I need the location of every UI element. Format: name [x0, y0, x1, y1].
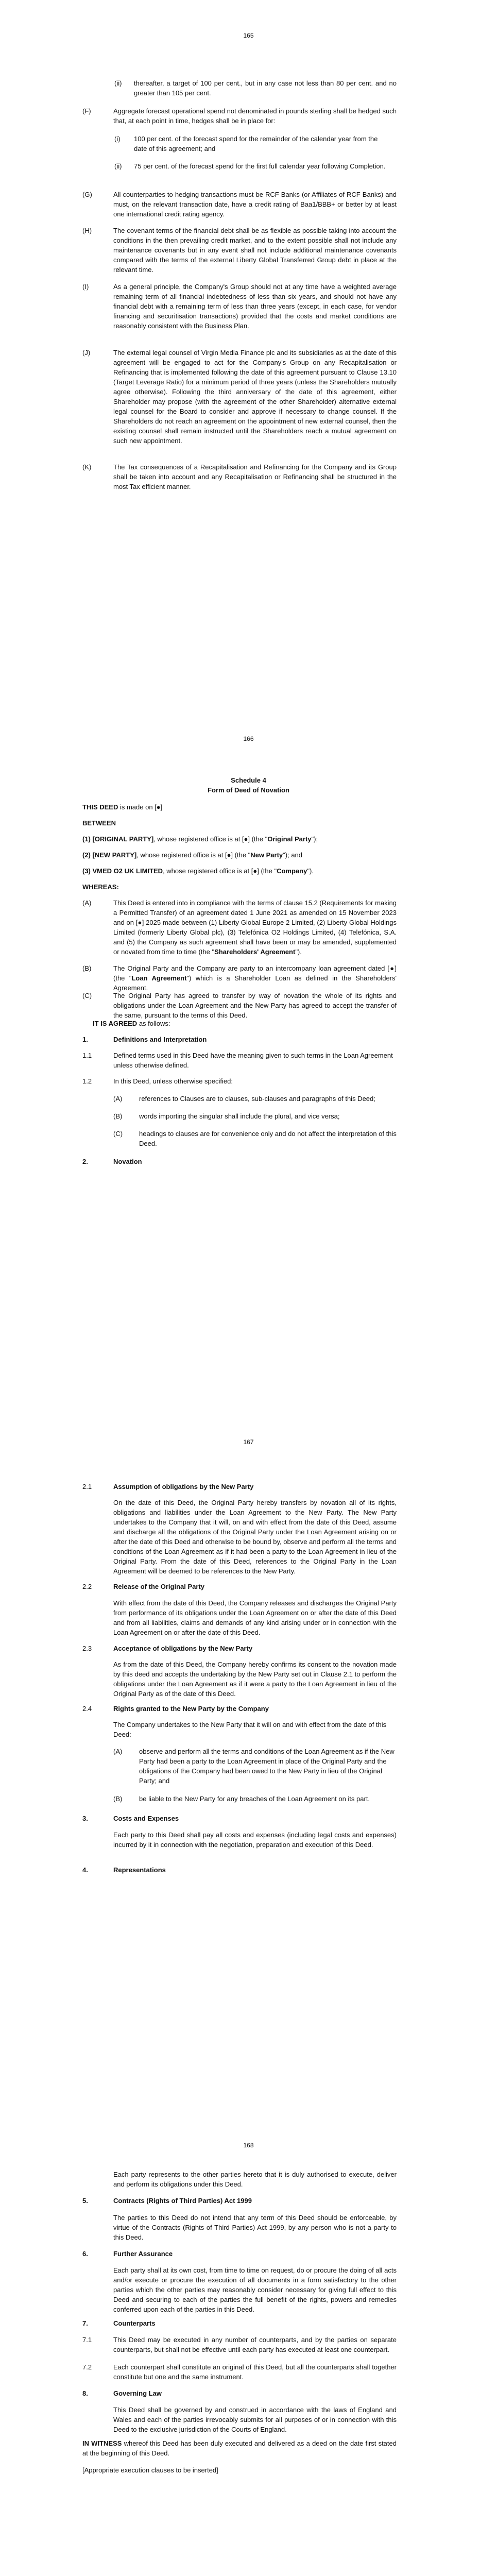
section-title: Contracts (Rights of Third Parties) Act 1999 — [113, 2197, 252, 2205]
item-label: (H) — [82, 227, 92, 234]
party-3: (3) VMED O2 UK LIMITED, whose registered office is at [●] (the "Company"). — [82, 867, 314, 875]
section-title: Costs and Expenses — [113, 1815, 179, 1822]
recital-label: (A) — [82, 899, 92, 907]
page-167 — [0, 1406, 497, 2110]
section-number: 7. — [82, 2319, 88, 2327]
clause-text: Defined terms used in this Deed have the meaning given to such terms in the Loan Agreement unless otherwise defined. — [113, 1052, 393, 1069]
section-title: Novation — [113, 1158, 142, 1165]
between-heading: BETWEEN — [82, 819, 116, 827]
item-text: The covenant terms of the financial debt shall be as flexible as possible taking into account the conditions in the then prevailing credit market, and to the extent possible shall not include any maintenance covenants but in any event shall not include additional maintenance covenants compared with the terms of the external Liberty Global Transferred Group debt in place at the relevant time. — [113, 227, 397, 274]
clause-text: In this Deed, unless otherwise specified: — [113, 1077, 233, 1085]
party-2: (2) [NEW PARTY], whose registered office is at [●] (the "New Party"); and — [82, 851, 303, 859]
clause-title: Assumption of obligations by the New Party — [113, 1483, 254, 1490]
section-number: 5. — [82, 2197, 88, 2205]
section-body: The parties to this Deed do not intend that any term of this Deed should be enforceable, by virtue of the Contracts (Rights of Third Parties) Act 1999, by any person who is not a party to this Deed. — [113, 2214, 397, 2241]
party-1: (1) [ORIGINAL PARTY], whose registered office is at [●] (the "Original Party"); — [82, 835, 318, 843]
item-text: words importing the singular shall include the plural, and vice versa; — [139, 1112, 340, 1120]
clause-number: 1.2 — [82, 1077, 92, 1085]
item-text: Aggregate forecast operational spend not denominated in pounds sterling shall be hedged such that, at each point in time, hedges shall be in place for: — [113, 107, 397, 125]
item-label: (B) — [113, 1112, 123, 1120]
recital-label: (C) — [82, 992, 92, 999]
page-165 — [0, 0, 497, 703]
section-number: 8. — [82, 2389, 88, 2397]
item-text: All counterparties to hedging transactions must be RCF Banks (or Affiliates of RCF Banks) and must, on the relevant transaction date, have a credit rating of Baa1/BBB+ or better by at least one international credit rating agency. — [113, 191, 397, 218]
item-text: The external legal counsel of Virgin Media Finance plc and its subsidiaries as at the date of this agreement will be engaged to act for the Company's Group on any Recapitalisation or Refinancing that is implemented following the date of this agreement pursuant to Clause 13.10 (Target Leverage Ratio) for a minimum period of three years (unless the Shareholders mutually agree otherwise). Following the third anniversary of the date of this agreement, either Shareholder may propose (with the agreement of the other Shareholder) alternative external legal counsel for the Board to consider and approve if necessary to change counsel. If the Shareholders do not reach an agreement on the appointment of new external counsel, then the existing counsel shall remain instructed until the Shareholders reach a mutual agreement on such new appointment. — [113, 349, 397, 445]
clause-body: With effect from the date of this Deed, the Company releases and discharges the Original Party from performance of its obligations under the Loan Agreement on or after the date of this Deed and from all liabilities, claims and demands of any kind arising under or in connection with the Loan Agreement on or after the date of this Deed. — [113, 1599, 397, 1636]
clause-title: Rights granted to the New Party by the Company — [113, 1705, 269, 1713]
section-body: Each party represents to the other parties hereto that it is duly authorised to execute, deliver and perform its obligations under this Deed. — [113, 2171, 397, 2188]
item-text: As a general principle, the Company's Group should not at any time have a weighted average remaining term of all financial indebtedness of less than six years, and should not have any financial debt with a remaining term of less than three years (except, in each case, for vendor financing and securitisation transactions) provided that the costs and market conditions are reasonably consistent with the Business Plan. — [113, 283, 397, 330]
section-title: Further Assurance — [113, 2250, 173, 2258]
form-title: Form of Deed of Novation — [208, 786, 289, 794]
item-text: be liable to the New Party for any breaches of the Loan Agreement on its part. — [139, 1795, 370, 1803]
item-text: headings to clauses are for convenience only and do not affect the interpretation of this Deed. — [139, 1130, 397, 1147]
section-body: This Deed shall be governed by and construed in accordance with the laws of England and Wales and each of the parties irrevocably submits for all purposes of or in connection with this Deed to the exclusive jurisdiction of the Courts of England. — [113, 2406, 397, 2433]
page-168 — [0, 2110, 497, 2576]
item-label: (K) — [82, 463, 92, 471]
schedule-title: Schedule 4 — [231, 776, 266, 784]
item-label: (A) — [113, 1748, 123, 1755]
clause-number: 2.1 — [82, 1483, 92, 1490]
item-text: The Tax consequences of a Recapitalisation and Refinancing for the Company and its Group shall be taken into account and any Recapitalisation or Refinancing shall be structured in the most Tax efficient manner. — [113, 463, 397, 490]
clause-number: 2.3 — [82, 1645, 92, 1652]
recital-label: (B) — [82, 964, 92, 972]
section-title: Representations — [113, 1866, 166, 1874]
item-text: references to Clauses are to clauses, sub-clauses and paragraphs of this Deed; — [139, 1095, 375, 1103]
section-body: Each party to this Deed shall pay all costs and expenses (including legal costs and expenses) incurred by it in connection with the negotiation, preparation and execution of this Deed. — [113, 1831, 397, 1849]
clause-title: Release of the Original Party — [113, 1583, 205, 1590]
clause-number: 1.1 — [82, 1052, 92, 1059]
section-number: 1. — [82, 1036, 88, 1043]
clause-number: 2.4 — [82, 1705, 92, 1713]
section-number: 6. — [82, 2250, 88, 2258]
item-label: (B) — [113, 1795, 123, 1803]
section-number: 4. — [82, 1866, 88, 1874]
item-label: (i) — [114, 135, 121, 143]
item-label: (ii) — [114, 79, 122, 87]
agreed-line: IT IS AGREED as follows: — [93, 1020, 170, 1027]
clause-title: Acceptance of obligations by the New Party — [113, 1645, 253, 1652]
page-number: 168 — [243, 2142, 254, 2149]
page-number: 167 — [243, 1438, 254, 1446]
item-text: thereafter, a target of 100 per cent., but in any case not less than 80 per cent. and no greater than 105 per cent. — [134, 79, 397, 97]
item-text: 100 per cent. of the forecast spend for the remainder of the calendar year from the date of this agreement; and — [134, 135, 378, 152]
section-title: Definitions and Interpretation — [113, 1036, 207, 1043]
recital-a: This Deed is entered into in compliance with the terms of clause 15.2 (Requirements for making a Permitted Transfer) of an agreement dated 1 June 2021 as amended on 15 November 2023 and on [●] 2025 made between (1) Liberty Global Europe 2 Limited, (2) Liberty Global Holdings Limited (formerly Liberty Global plc), (3) Telefónica O2 Holdings Limited, (4) Telefónica, S.A. and (5) the Company as such agreement shall have been or may be amended, supplemented or novated from time to time (the "Shareholders' Agreement"). — [113, 899, 397, 956]
clause-text: Each counterpart shall constitute an original of this Deed, but all the counterparts shall together constitute but one and the same instrument. — [113, 2363, 397, 2381]
item-text: 75 per cent. of the forecast spend for the first full calendar year following Completion. — [134, 162, 386, 170]
clause-text: This Deed may be executed in any number of counterparts, and by the parties on separate counterparts, but shall not be effective until each party has executed at least one counterpart. — [113, 2336, 397, 2353]
clause-body: On the date of this Deed, the Original Party hereby transfers by novation all of its rights, obligations and liabilities under the Loan Agreement to the New Party. The New Party undertakes to the Company that it will, on and with effect from the date of this Deed, assume and discharge all the obligations of the Original Party under the Loan Agreement arising on or after the date of this Deed and otherwise to be bound by, observe and perform all the terms and conditions of the Loan Agreement as if it had been a party to the Loan Agreement in lieu of the Original Party. From the date of this Deed, references to the Original Party in the Loan Agreement will be deemed to be references to the New Party. — [113, 1499, 397, 1575]
clause-body: As from the date of this Deed, the Company hereby confirms its consent to the novation made by this deed and accepts the undertaking by the New Party set out in Clause 2.1 to perform the obligations under the Loan Agreement as if it were a party to the Loan Agreement in lieu of the Original Party as of the date of this Deed. — [113, 1660, 397, 1698]
section-title: Counterparts — [113, 2319, 156, 2327]
recital-b: The Original Party and the Company are party to an intercompany loan agreement dated [●] (the "Loan Agreement") which is a Shareholder Loan as defined in the Shareholders' Agreement. — [113, 964, 397, 992]
clause-number: 7.2 — [82, 2363, 92, 2371]
section-body: Each party shall at its own cost, from time to time on request, do or procure the doing of all acts and/or execute or procure the execution of all documents in a form satisfactory to the other parties which the other parties may reasonably consider necessary for giving full effect to this Deed and securing to each of the parties the full benefit of the rights, powers and remedies conferred upon each of the parties in this Deed. — [113, 2266, 397, 2313]
item-label: (G) — [82, 191, 92, 198]
item-label: (J) — [82, 349, 91, 357]
recital-c: The Original Party has agreed to transfer by way of novation the whole of its rights and obligations under the Loan Agreement and the New Party has agreed to accept the transfer of the same, pursuant to the terms of this Deed. — [113, 992, 397, 1019]
section-title: Governing Law — [113, 2389, 162, 2397]
in-witness: IN WITNESS whereof this Deed has been duly executed and delivered as a deed on the date first stated at the beginning of this Deed. — [82, 2439, 397, 2457]
whereas-heading: WHEREAS: — [82, 883, 119, 891]
page-166 — [0, 703, 497, 1406]
execution-note: [Appropriate execution clauses to be inserted] — [82, 2466, 218, 2474]
item-text: observe and perform all the terms and conditions of the Loan Agreement as if the New Party had been a party to the Loan Agreement in place of the Original Party and the obligations of the Company had been owed to the New Party in lieu of the Original Party; and — [139, 1748, 395, 1785]
item-label: (F) — [82, 107, 91, 115]
item-label: (A) — [113, 1095, 123, 1103]
clause-body: The Company undertakes to the New Party that it will on and with effect from the date of this Deed: — [113, 1721, 387, 1738]
clause-number: 7.1 — [82, 2336, 92, 2344]
item-label: (I) — [82, 283, 89, 291]
item-label: (C) — [113, 1130, 123, 1138]
clause-number: 2.2 — [82, 1583, 92, 1590]
page-number: 165 — [243, 32, 254, 39]
section-number: 2. — [82, 1158, 88, 1165]
section-number: 3. — [82, 1815, 88, 1822]
page-number: 166 — [243, 735, 254, 742]
item-label: (ii) — [114, 162, 122, 170]
deed-intro: THIS DEED is made on [●] — [82, 803, 163, 811]
